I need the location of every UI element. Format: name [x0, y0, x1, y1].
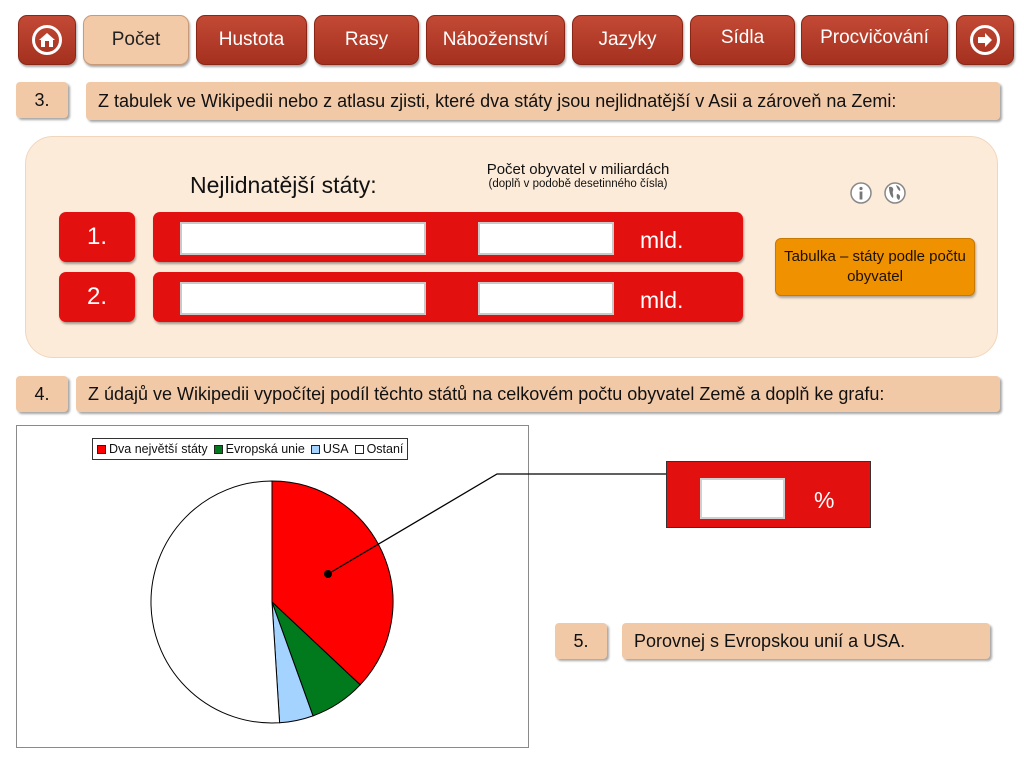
home-button[interactable] — [18, 15, 76, 65]
legend-swatch — [214, 445, 223, 454]
task-5-instruction: Porovnej s Evropskou unií a USA. — [622, 623, 990, 659]
legend-swatch — [97, 445, 106, 454]
population-table-button[interactable]: Tabulka – státy podle počtu obyvatel — [775, 238, 975, 296]
legend-item — [214, 442, 305, 456]
globe-icon[interactable] — [884, 182, 906, 209]
row-2-unit: mld. — [640, 287, 684, 313]
tab-jazyky[interactable]: Jazyky — [572, 15, 683, 65]
panel-subtitle — [440, 161, 716, 190]
subtitle-line-1: Počet obyvatel v miliardách — [486, 161, 670, 178]
tab-sidla[interactable]: Sídla — [690, 15, 795, 65]
legend-label: Dva největší státy — [109, 442, 208, 456]
task-4-number: 4. — [16, 376, 68, 412]
task-3-instruction: Z tabulek ve Wikipedii nebo z atlasu zjisti, které dva státy jsou nejlidnatější v Asii a zároveň na Zemi: — [86, 82, 1000, 120]
legend-label: Ostaní — [366, 442, 404, 456]
tab-hustota[interactable]: Hustota — [196, 15, 307, 65]
legend-swatch — [311, 445, 320, 454]
legend-item — [355, 442, 404, 456]
panel-title: Nejlidnatější státy: — [190, 172, 377, 198]
country-2-input[interactable] — [180, 282, 426, 315]
legend-item — [311, 442, 349, 456]
population-1-input[interactable] — [478, 222, 614, 255]
row-1-number-label: 1. — [86, 223, 107, 250]
next-button[interactable] — [956, 15, 1014, 65]
row-2-number-label: 2. — [86, 283, 107, 310]
row-1-unit: mld. — [640, 227, 684, 253]
row-2-number — [59, 272, 135, 322]
tab-procvicovani[interactable]: Procvičování — [801, 15, 948, 65]
legend-swatch — [355, 445, 364, 454]
info-icon[interactable] — [850, 182, 872, 209]
chart-frame — [16, 425, 529, 748]
arrow-right-icon — [970, 25, 1000, 55]
legend-item — [97, 442, 208, 456]
tab-rasy[interactable]: Rasy — [314, 15, 419, 65]
tab-nabozenstvi[interactable]: Náboženství — [426, 15, 565, 65]
population-2-input[interactable] — [478, 282, 614, 315]
task-3-number: 3. — [16, 82, 68, 118]
percent-unit: % — [814, 487, 835, 513]
chart-legend — [92, 438, 408, 460]
task-4-instruction: Z údajů ve Wikipedii vypočítej podíl těchto států na celkovém počtu obyvatel Země a doplň ke grafu: — [76, 376, 1000, 412]
country-1-input[interactable] — [180, 222, 426, 255]
task-5-number: 5. — [555, 623, 607, 659]
row-1-number — [59, 212, 135, 262]
tab-pocet[interactable]: Počet — [83, 15, 189, 65]
legend-label: USA — [322, 442, 349, 456]
legend-label: Evropská unie — [225, 442, 305, 456]
subtitle-line-2: (doplň v podobě desetinného čísla) — [488, 178, 668, 190]
home-icon — [32, 25, 62, 55]
percent-input[interactable] — [700, 478, 785, 519]
